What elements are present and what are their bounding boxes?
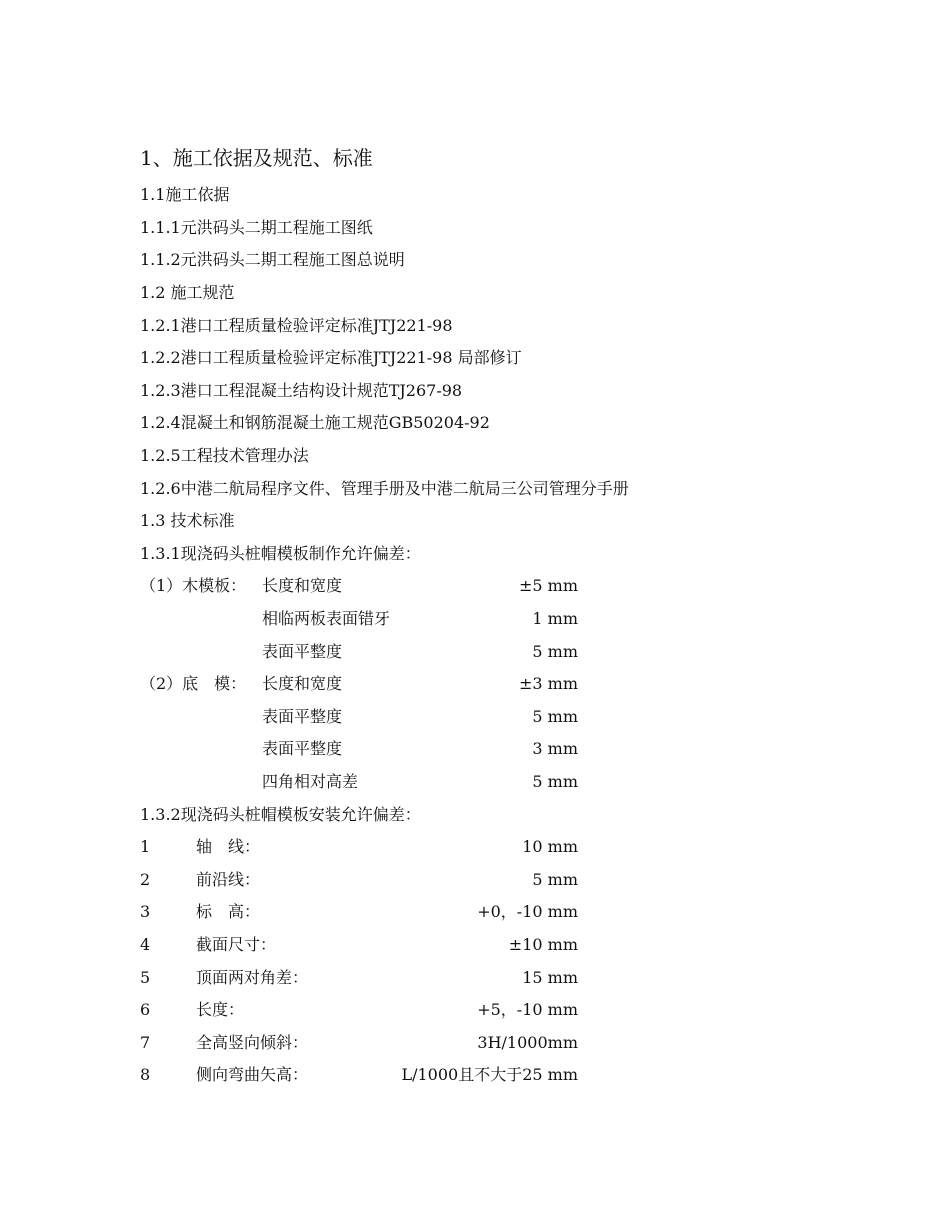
making-item: 长度和宽度 <box>262 576 343 595</box>
making-group: （1）木模板： <box>140 576 247 595</box>
install-no: 8 <box>140 1065 151 1084</box>
install-item: 长度： <box>196 1000 245 1019</box>
item-1-3-2: 1.3.2现浇码头桩帽模板安装允许偏差： <box>140 805 421 824</box>
install-item: 全高竖向倾斜： <box>196 1033 309 1052</box>
making-row <box>0 641 950 663</box>
making-item: 相临两板表面错牙 <box>262 609 391 628</box>
making-item: 长度和宽度 <box>262 674 343 693</box>
install-value: 5 mm <box>532 870 578 889</box>
making-value: ±3 mm <box>518 674 578 693</box>
heading-1-1: 1.1施工依据 <box>140 185 230 204</box>
item-1-1-1: 1.1.1元洪码头二期工程施工图纸 <box>140 218 373 237</box>
making-row <box>0 738 950 760</box>
heading-1-2: 1.2 施工规范 <box>140 283 235 302</box>
section-title: 1、施工依据及规范、标准 <box>140 146 373 170</box>
install-value: ±10 mm <box>508 935 578 954</box>
install-row <box>0 999 950 1021</box>
making-group: （2）底 模： <box>140 674 247 693</box>
install-item: 截面尺寸： <box>196 935 277 954</box>
item-1-2-3: 1.2.3港口工程混凝土结构设计规范TJ267-98 <box>140 381 463 400</box>
making-value: 3 mm <box>532 739 578 758</box>
item-1-3-1: 1.3.1现浇码头桩帽模板制作允许偏差： <box>140 544 421 563</box>
making-item: 四角相对高差 <box>262 772 359 791</box>
item-1-2-4: 1.2.4混凝土和钢筋混凝土施工规范GB50204-92 <box>140 413 490 432</box>
install-no: 2 <box>140 870 151 889</box>
install-no: 7 <box>140 1033 151 1052</box>
install-value: L/1000且不大于25 mm <box>401 1065 578 1084</box>
making-row <box>0 575 950 597</box>
install-item: 侧向弯曲矢高： <box>196 1065 309 1084</box>
making-row <box>0 771 950 793</box>
install-row <box>0 869 950 891</box>
install-row <box>0 836 950 858</box>
install-no: 4 <box>140 935 151 954</box>
item-1-2-6: 1.2.6中港二航局程序文件、管理手册及中港二航局三公司管理分手册 <box>140 479 629 498</box>
install-item: 前沿线： <box>196 870 261 889</box>
install-no: 5 <box>140 968 151 987</box>
install-value: +5，-10 mm <box>477 1000 578 1019</box>
install-value: 3H/1000mm <box>477 1033 578 1052</box>
making-item: 表面平整度 <box>262 707 343 726</box>
install-value: +0，-10 mm <box>477 902 578 921</box>
install-no: 3 <box>140 902 151 921</box>
install-item: 轴 线： <box>196 837 261 856</box>
install-no: 6 <box>140 1000 151 1019</box>
install-item: 顶面两对角差： <box>196 968 309 987</box>
install-row <box>0 967 950 989</box>
item-1-1-2: 1.1.2元洪码头二期工程施工图总说明 <box>140 250 405 269</box>
making-value: 5 mm <box>532 642 578 661</box>
item-1-2-5: 1.2.5工程技术管理办法 <box>140 446 309 465</box>
making-item: 表面平整度 <box>262 739 343 758</box>
heading-1-3: 1.3 技术标准 <box>140 511 235 530</box>
install-row <box>0 1064 950 1086</box>
install-value: 10 mm <box>522 837 578 856</box>
install-row <box>0 934 950 956</box>
item-1-2-1: 1.2.1港口工程质量检验评定标准JTJ221-98 <box>140 316 453 335</box>
making-row <box>0 673 950 695</box>
making-row <box>0 706 950 728</box>
item-1-2-2: 1.2.2港口工程质量检验评定标准JTJ221-98 局部修订 <box>140 348 522 367</box>
install-row <box>0 1032 950 1054</box>
making-value: 5 mm <box>532 707 578 726</box>
making-value: 5 mm <box>532 772 578 791</box>
install-item: 标 高： <box>196 902 261 921</box>
install-row <box>0 901 950 923</box>
making-value: 1 mm <box>532 609 578 628</box>
making-item: 表面平整度 <box>262 642 343 661</box>
making-value: ±5 mm <box>518 576 578 595</box>
install-value: 15 mm <box>522 968 578 987</box>
making-row <box>0 608 950 630</box>
install-no: 1 <box>140 837 151 856</box>
